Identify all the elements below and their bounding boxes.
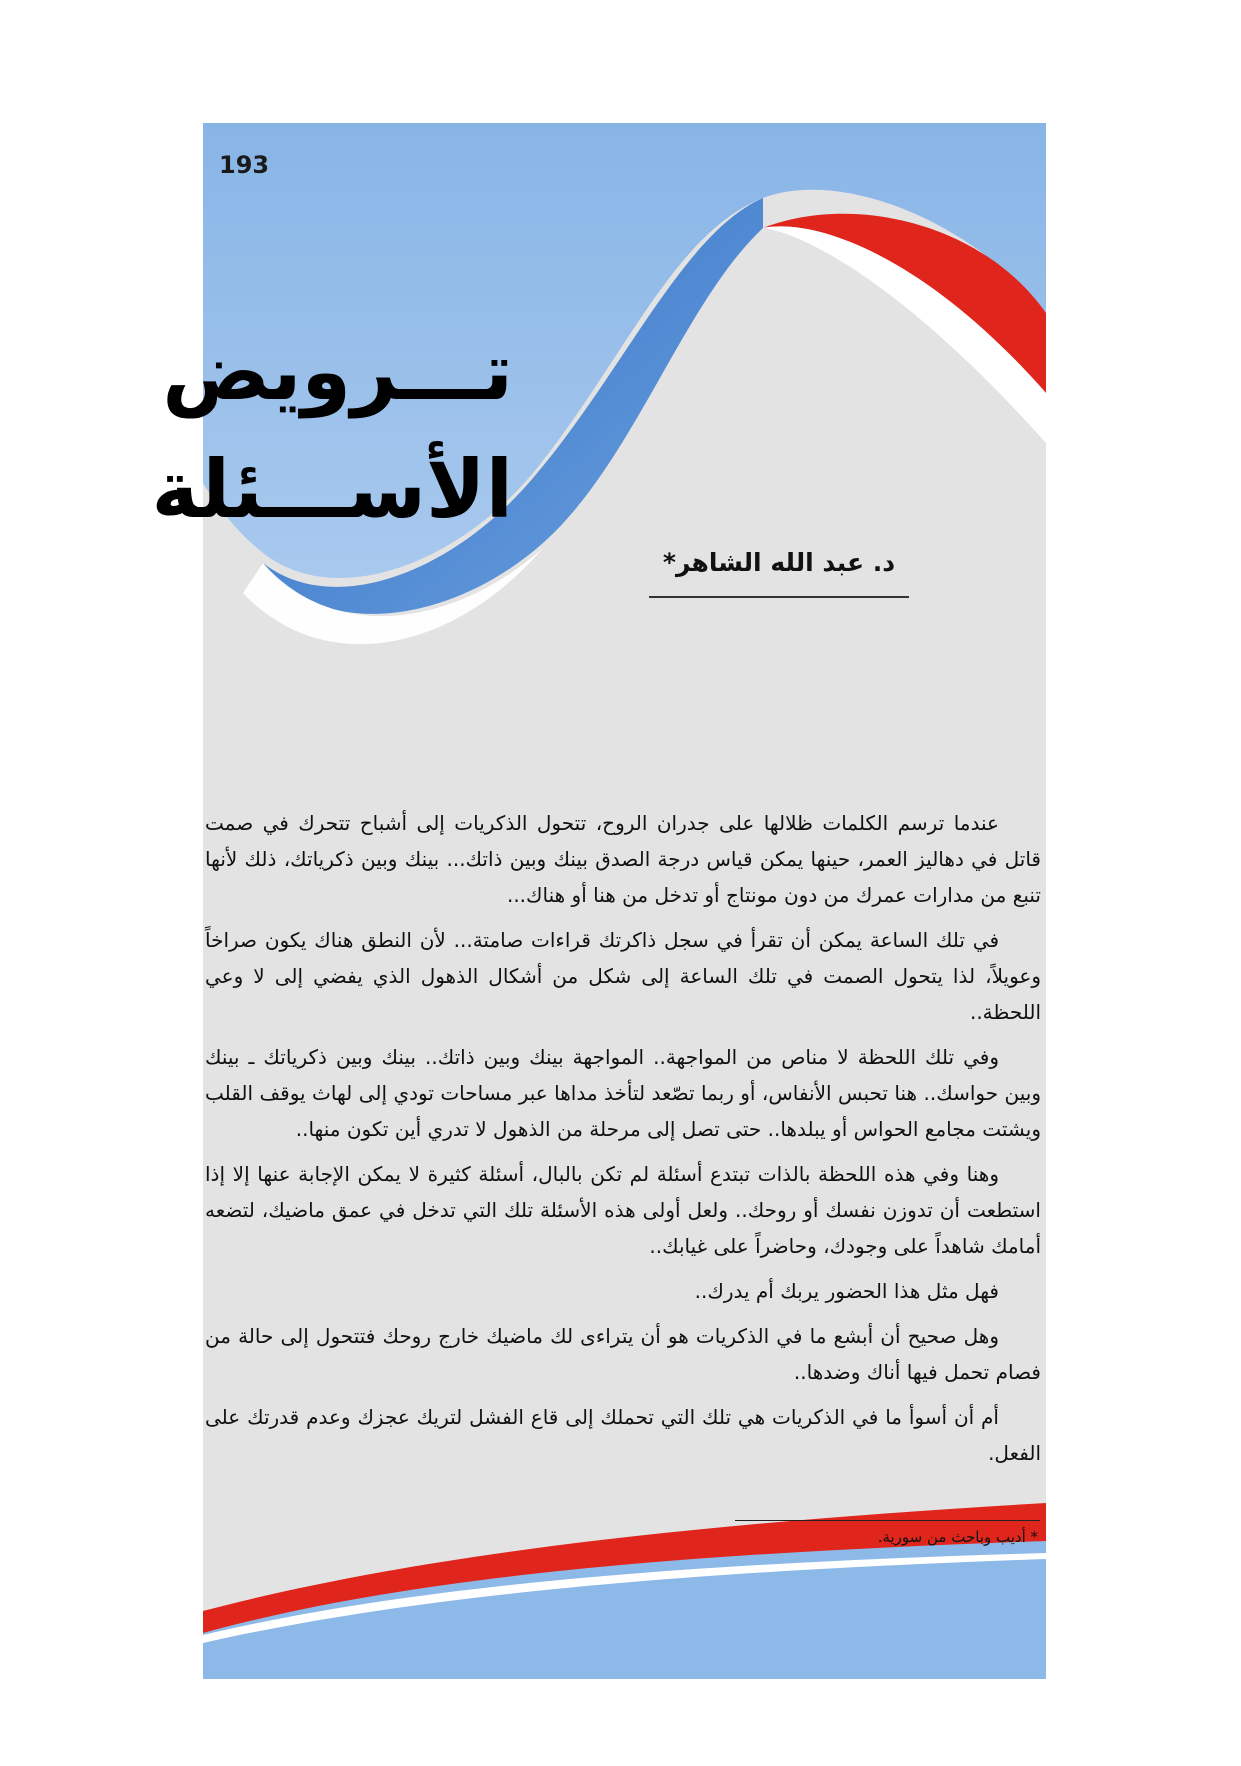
article-body	[205, 805, 1041, 1480]
paragraph: وهل صحيح أن أبشع ما في الذكريات هو أن يتراءى لك ماضيك خارج روحك فتتحول إلى حالة من فصام تحمل فيها أناك وضدها..	[205, 1324, 1041, 1384]
footnote-divider	[735, 1520, 1040, 1521]
paragraph: عندما ترسم الكلمات ظلالها على جدران الروح، تتحول الذكريات إلى أشباح تتحرك في صمت قاتل في دهاليز العمر، حينها يمكن قياس درجة الصدق بينك وبين ذاتك... بينك وبين ذكرياتك، ذلك لأنها تنبع من مدارات عمرك من دون مونتاج أو تدخل من هنا أو هناك...	[205, 811, 1041, 907]
paragraph: في تلك الساعة يمكن أن تقرأ في سجل ذاكرتك قراءات صامتة... لأن النطق هناك يكون صراخاً وعويلاً، لذا يتحول الصمت في تلك الساعة إلى شكل من أشكال الذهول الذي يفضي إلى لا وعي اللحظة..	[205, 928, 1041, 1024]
article-title	[151, 313, 513, 549]
paragraph: فهل مثل هذا الحضور يربك أم يدرك..	[694, 1279, 999, 1303]
title-line-1: تـــرويض	[162, 325, 513, 418]
author-name: د. عبد الله الشاهر*	[662, 548, 896, 577]
paragraph: وفي تلك اللحظة لا مناص من المواجهة.. المواجهة بينك وبين ذاتك.. بينك وبين ذكرياتك ـ بينك وبين حواسك.. هنا تحبس الأنفاس، أو ربما تصّعد لتأخذ مداها عبر مساحات تودي إلى لهاث يوقف القلب ويشتت مجامع الحواس أو يبلدها.. حتى تصل إلى مرحلة من الذهول لا تدري أين تكون منها..	[205, 1045, 1041, 1141]
author-underline	[649, 596, 909, 598]
title-line-2: الأســـئلة	[151, 443, 513, 536]
page-number: 193	[219, 151, 270, 179]
paragraph: وهنا وفي هذه اللحظة بالذات تبتدع أسئلة لم تكن بالبال، أسئلة كثيرة لا يمكن الإجابة عنها إلا إذا استطعت أن تدوزن نفسك أو روحك.. ولعل أولى هذه الأسئلة تلك التي تدخل في عمق ماضيك، لتضعه أمامك شاهداً على وجودك، وحاضراً على غيابك..	[205, 1162, 1041, 1258]
page	[151, 123, 1046, 1679]
footnote: * أديب وباحث من سورية.	[877, 1528, 1038, 1546]
paragraph: أم أن أسوأ ما في الذكريات هي تلك التي تحملك إلى قاع الفشل لتريك عجزك وعدم قدرتك على الفعل.	[205, 1405, 1041, 1465]
